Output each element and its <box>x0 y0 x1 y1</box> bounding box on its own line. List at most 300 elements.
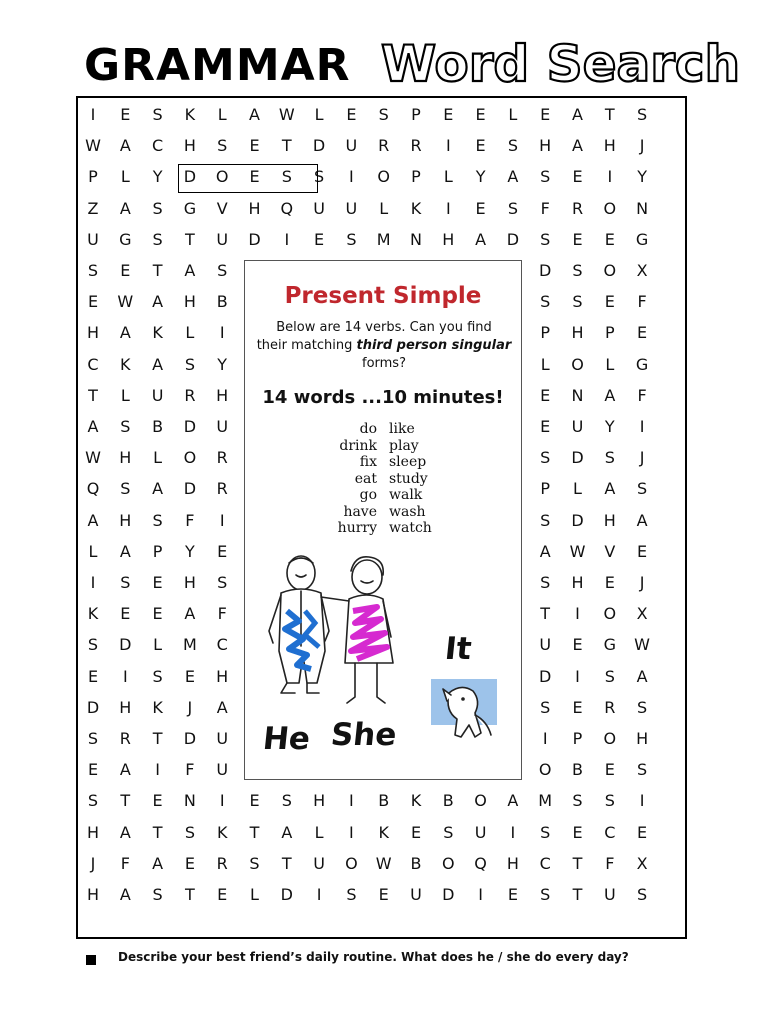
grid-letter[interactable]: E <box>475 105 486 124</box>
grid-letter[interactable]: W <box>278 105 295 124</box>
grid-letter[interactable]: S <box>637 697 648 717</box>
grid-letter[interactable]: E <box>249 136 260 156</box>
grid-letter[interactable]: L <box>120 167 130 187</box>
grid-letter[interactable]: S <box>637 760 648 780</box>
grid-letter[interactable]: E <box>184 853 195 873</box>
grid-letter[interactable]: O <box>603 261 617 280</box>
grid-letter[interactable]: A <box>152 354 164 374</box>
grid-letter[interactable]: E <box>637 822 648 842</box>
grid-letter[interactable]: A <box>119 760 131 780</box>
grid-letter[interactable]: S <box>152 510 163 530</box>
grid-letter[interactable]: E <box>475 136 486 156</box>
grid-letter[interactable]: A <box>184 604 196 624</box>
grid-letter[interactable]: P <box>411 105 421 124</box>
grid-letter[interactable]: S <box>637 105 648 124</box>
grid-letter[interactable]: O <box>183 448 197 468</box>
grid-letter[interactable]: A <box>152 853 164 873</box>
grid-letter[interactable]: O <box>603 604 617 624</box>
grid-letter[interactable]: K <box>216 822 228 842</box>
grid-letter[interactable]: H <box>119 510 132 530</box>
grid-letter[interactable]: E <box>120 261 131 280</box>
grid-letter[interactable]: V <box>216 198 228 218</box>
grid-letter[interactable]: A <box>604 479 616 499</box>
grid-letter[interactable]: B <box>410 853 422 873</box>
grid-letter[interactable]: S <box>281 791 292 811</box>
grid-letter[interactable]: D <box>442 885 455 904</box>
grid-letter[interactable]: E <box>152 604 163 624</box>
grid-letter[interactable]: D <box>183 479 197 499</box>
grid-letter[interactable]: E <box>572 635 583 655</box>
grid-letter[interactable]: S <box>443 822 454 842</box>
grid-letter[interactable]: A <box>475 229 487 249</box>
grid-letter[interactable]: P <box>152 541 163 561</box>
grid-letter[interactable]: R <box>216 479 228 499</box>
grid-letter[interactable]: E <box>540 385 551 405</box>
grid-letter[interactable]: E <box>120 604 131 624</box>
grid-letter[interactable]: S <box>152 885 163 904</box>
grid-letter[interactable]: S <box>604 791 615 811</box>
grid-letter[interactable]: S <box>540 448 551 468</box>
grid-letter[interactable]: S <box>184 354 195 374</box>
grid-letter[interactable]: S <box>314 167 325 187</box>
grid-letter[interactable]: R <box>184 385 196 405</box>
grid-letter[interactable]: L <box>88 541 98 561</box>
grid-letter[interactable]: R <box>604 697 616 717</box>
grid-letter[interactable]: J <box>639 448 645 468</box>
grid-letter[interactable]: C <box>216 635 228 655</box>
grid-letter[interactable]: I <box>219 791 225 811</box>
grid-letter[interactable]: S <box>540 229 551 249</box>
grid-letter[interactable]: C <box>539 853 551 873</box>
grid-letter[interactable]: B <box>378 791 390 811</box>
grid-letter[interactable]: S <box>346 885 357 904</box>
grid-letter[interactable]: A <box>572 105 583 124</box>
grid-letter[interactable]: H <box>86 323 100 343</box>
grid-letter[interactable]: C <box>87 354 99 374</box>
grid-letter[interactable]: D <box>506 229 520 249</box>
grid-letter[interactable]: H <box>119 697 132 717</box>
grid-letter[interactable]: E <box>540 105 551 124</box>
grid-letter[interactable]: U <box>410 885 422 904</box>
grid-letter[interactable]: E <box>443 105 454 124</box>
grid-letter[interactable]: A <box>119 822 131 842</box>
grid-letter[interactable]: H <box>86 885 100 904</box>
grid-letter[interactable]: T <box>281 136 292 156</box>
grid-letter[interactable]: U <box>313 198 325 218</box>
grid-letter[interactable]: H <box>183 136 196 156</box>
grid-letter[interactable]: A <box>604 385 616 405</box>
grid-letter[interactable]: M <box>538 791 553 811</box>
grid-letter[interactable]: S <box>572 261 583 280</box>
grid-letter[interactable]: E <box>604 573 615 592</box>
grid-letter[interactable]: D <box>86 697 100 717</box>
grid-letter[interactable]: S <box>540 885 551 904</box>
grid-letter[interactable]: S <box>217 136 228 156</box>
grid-letter[interactable]: V <box>604 541 616 561</box>
grid-letter[interactable]: E <box>217 541 228 561</box>
grid-letter[interactable]: W <box>85 136 101 156</box>
grid-letter[interactable]: J <box>187 697 193 717</box>
grid-letter[interactable]: S <box>572 292 583 312</box>
grid-letter[interactable]: A <box>119 541 131 561</box>
grid-letter[interactable]: T <box>185 885 195 904</box>
grid-letter[interactable]: S <box>281 167 292 187</box>
grid-letter[interactable]: D <box>248 229 261 249</box>
grid-letter[interactable]: U <box>216 729 229 748</box>
grid-letter[interactable]: T <box>281 853 292 873</box>
grid-letter[interactable]: K <box>152 697 163 717</box>
grid-letter[interactable]: I <box>349 822 354 842</box>
grid-letter[interactable]: E <box>572 229 583 249</box>
grid-letter[interactable]: L <box>314 822 324 842</box>
grid-letter[interactable]: C <box>604 822 616 842</box>
grid-letter[interactable]: I <box>445 136 451 156</box>
grid-letter[interactable]: F <box>540 198 550 218</box>
grid-letter[interactable]: E <box>152 573 163 592</box>
grid-letter[interactable]: E <box>120 105 131 124</box>
grid-letter[interactable]: Y <box>604 417 615 436</box>
grid-letter[interactable]: W <box>634 635 650 655</box>
grid-letter[interactable]: K <box>378 822 389 842</box>
grid-letter[interactable]: H <box>183 292 196 312</box>
grid-letter[interactable]: K <box>410 198 422 218</box>
grid-letter[interactable]: P <box>572 729 583 748</box>
grid-letter[interactable]: P <box>540 479 551 499</box>
grid-letter[interactable]: I <box>219 323 225 343</box>
grid-letter[interactable]: A <box>572 136 583 156</box>
grid-letter[interactable]: H <box>86 822 100 842</box>
grid-letter[interactable]: E <box>572 697 583 717</box>
grid-letter[interactable]: A <box>184 261 196 280</box>
grid-letter[interactable]: H <box>539 136 552 156</box>
grid-letter[interactable]: L <box>314 105 324 124</box>
grid-letter[interactable]: N <box>410 229 422 249</box>
grid-letter[interactable]: N <box>571 385 584 405</box>
grid-letter[interactable]: I <box>575 604 580 624</box>
grid-letter[interactable]: A <box>152 479 164 499</box>
grid-letter[interactable]: S <box>540 510 551 530</box>
grid-letter[interactable]: W <box>375 853 392 873</box>
grid-letter[interactable]: F <box>217 604 227 624</box>
grid-letter[interactable]: I <box>639 791 645 811</box>
grid-letter[interactable]: H <box>506 853 519 873</box>
grid-letter[interactable]: H <box>442 229 455 249</box>
grid-letter[interactable]: W <box>85 448 101 468</box>
grid-letter[interactable]: T <box>88 385 98 405</box>
grid-letter[interactable]: N <box>636 198 649 218</box>
grid-letter[interactable]: E <box>604 760 615 780</box>
grid-letter[interactable]: K <box>120 354 131 374</box>
grid-letter[interactable]: J <box>639 573 645 592</box>
grid-letter[interactable]: K <box>410 791 422 811</box>
grid-letter[interactable]: S <box>87 791 99 811</box>
grid-letter[interactable]: S <box>152 666 163 686</box>
grid-letter[interactable]: U <box>216 417 229 436</box>
grid-letter[interactable]: R <box>216 448 228 468</box>
grid-letter[interactable]: R <box>119 729 131 748</box>
grid-letter[interactable]: O <box>538 760 552 780</box>
grid-letter[interactable]: L <box>217 105 227 124</box>
grid-letter[interactable]: T <box>604 105 615 124</box>
grid-letter[interactable]: S <box>87 635 99 655</box>
grid-letter[interactable]: D <box>280 885 293 904</box>
grid-letter[interactable]: D <box>571 510 584 530</box>
grid-letter[interactable]: I <box>90 105 96 124</box>
grid-letter[interactable]: P <box>411 167 421 187</box>
grid-letter[interactable]: R <box>216 853 228 873</box>
grid-letter[interactable]: W <box>569 541 586 561</box>
grid-letter[interactable]: S <box>120 573 131 592</box>
grid-letter[interactable]: D <box>183 729 197 748</box>
grid-letter[interactable]: M <box>376 229 391 249</box>
grid-letter[interactable]: H <box>571 323 584 343</box>
grid-letter[interactable]: I <box>122 666 128 686</box>
grid-letter[interactable]: K <box>152 323 163 343</box>
grid-letter[interactable]: P <box>88 167 98 187</box>
grid-letter[interactable]: G <box>119 229 132 249</box>
grid-letter[interactable]: A <box>152 292 164 312</box>
grid-letter[interactable]: D <box>571 448 584 468</box>
grid-letter[interactable]: S <box>152 198 163 218</box>
grid-letter[interactable]: O <box>442 853 455 873</box>
grid-letter[interactable]: S <box>184 822 195 842</box>
grid-letter[interactable]: S <box>217 261 228 280</box>
grid-letter[interactable]: E <box>604 229 615 249</box>
grid-letter[interactable]: S <box>604 448 615 468</box>
grid-letter[interactable]: L <box>443 167 453 187</box>
grid-letter[interactable]: Y <box>217 354 228 374</box>
grid-letter[interactable]: T <box>120 791 131 811</box>
grid-letter[interactable]: S <box>249 853 260 873</box>
grid-letter[interactable]: A <box>87 510 99 530</box>
grid-letter[interactable]: M <box>182 635 197 655</box>
grid-letter[interactable]: Y <box>637 167 647 187</box>
grid-letter[interactable]: S <box>507 136 518 156</box>
grid-letter[interactable]: U <box>539 635 552 655</box>
grid-letter[interactable]: B <box>572 760 583 780</box>
grid-letter[interactable]: Q <box>86 479 100 499</box>
grid-letter[interactable]: A <box>87 417 99 436</box>
grid-letter[interactable]: E <box>184 666 195 686</box>
grid-letter[interactable]: E <box>378 885 389 904</box>
grid-letter[interactable]: S <box>378 105 389 124</box>
grid-letter[interactable]: I <box>219 510 225 530</box>
grid-letter[interactable]: P <box>540 323 551 343</box>
grid-letter[interactable]: F <box>185 760 195 780</box>
grid-letter[interactable]: L <box>153 448 163 468</box>
grid-letter[interactable]: E <box>637 323 648 343</box>
grid-letter[interactable]: A <box>507 791 519 811</box>
grid-letter[interactable]: A <box>119 885 131 904</box>
grid-letter[interactable]: H <box>216 385 229 405</box>
grid-letter[interactable]: R <box>571 198 584 218</box>
grid-letter[interactable]: I <box>542 729 548 748</box>
grid-letter[interactable]: T <box>185 229 195 249</box>
grid-letter[interactable]: U <box>603 885 616 904</box>
grid-letter[interactable]: X <box>636 604 648 624</box>
grid-letter[interactable]: Z <box>87 198 99 218</box>
grid-letter[interactable]: I <box>349 791 354 811</box>
grid-letter[interactable]: L <box>573 479 582 499</box>
grid-letter[interactable]: E <box>572 167 583 187</box>
grid-letter[interactable]: B <box>216 292 228 312</box>
grid-letter[interactable]: T <box>152 729 163 748</box>
grid-letter[interactable]: R <box>410 136 422 156</box>
grid-letter[interactable]: E <box>572 822 583 842</box>
grid-letter[interactable]: N <box>183 791 196 811</box>
grid-letter[interactable]: J <box>90 853 96 873</box>
grid-letter[interactable]: F <box>637 385 647 405</box>
grid-letter[interactable]: L <box>185 323 195 343</box>
grid-letter[interactable]: X <box>636 853 648 873</box>
grid-letter[interactable]: T <box>540 604 551 624</box>
grid-letter[interactable]: A <box>216 697 228 717</box>
grid-letter[interactable]: H <box>571 573 584 592</box>
grid-letter[interactable]: X <box>636 261 648 280</box>
grid-letter[interactable]: Y <box>475 167 486 187</box>
grid-letter[interactable]: D <box>183 167 197 187</box>
grid-letter[interactable]: F <box>637 292 647 312</box>
grid-letter[interactable]: S <box>637 885 648 904</box>
grid-letter[interactable]: Q <box>280 198 294 218</box>
grid-letter[interactable]: L <box>153 635 163 655</box>
grid-letter[interactable]: I <box>316 885 322 904</box>
grid-letter[interactable]: Y <box>152 167 163 187</box>
grid-letter[interactable]: B <box>152 417 164 436</box>
grid-letter[interactable]: I <box>155 760 160 780</box>
grid-letter[interactable]: D <box>539 261 552 280</box>
grid-letter[interactable]: F <box>120 853 130 873</box>
grid-letter[interactable]: A <box>507 167 519 187</box>
grid-letter[interactable]: E <box>314 229 325 249</box>
grid-letter[interactable]: Q <box>474 853 487 873</box>
grid-letter[interactable]: T <box>572 853 583 873</box>
grid-letter[interactable]: O <box>345 853 358 873</box>
grid-letter[interactable]: S <box>540 573 551 592</box>
grid-letter[interactable]: E <box>540 417 551 436</box>
grid-letter[interactable]: S <box>604 666 615 686</box>
grid-letter[interactable]: L <box>605 354 615 374</box>
grid-letter[interactable]: L <box>250 885 259 904</box>
grid-letter[interactable]: F <box>605 853 615 873</box>
grid-letter[interactable]: E <box>346 105 357 124</box>
grid-letter[interactable]: I <box>607 167 613 187</box>
grid-letter[interactable]: O <box>474 791 487 811</box>
grid-letter[interactable]: T <box>152 261 163 280</box>
grid-letter[interactable]: I <box>478 885 483 904</box>
grid-letter[interactable]: S <box>346 229 357 249</box>
grid-letter[interactable]: H <box>603 510 616 530</box>
grid-letter[interactable]: E <box>87 760 99 780</box>
grid-letter[interactable]: E <box>87 292 99 312</box>
grid-letter[interactable]: E <box>152 791 163 811</box>
grid-letter[interactable]: I <box>575 666 580 686</box>
grid-letter[interactable]: G <box>635 354 649 374</box>
grid-letter[interactable]: L <box>379 198 389 218</box>
grid-letter[interactable]: A <box>281 822 293 842</box>
grid-letter[interactable]: L <box>540 354 550 374</box>
grid-letter[interactable]: S <box>540 292 551 312</box>
grid-letter[interactable]: S <box>572 791 583 811</box>
grid-letter[interactable]: S <box>120 479 131 499</box>
grid-letter[interactable]: U <box>571 417 584 436</box>
grid-letter[interactable]: Y <box>185 541 195 561</box>
grid-letter[interactable]: E <box>249 167 260 187</box>
grid-letter[interactable]: A <box>119 136 131 156</box>
grid-letter[interactable]: G <box>183 198 197 218</box>
grid-letter[interactable]: K <box>87 604 99 624</box>
grid-letter[interactable]: S <box>217 573 228 592</box>
grid-letter[interactable]: D <box>539 666 552 686</box>
grid-letter[interactable]: O <box>603 729 617 748</box>
grid-letter[interactable]: A <box>249 105 260 124</box>
grid-letter[interactable]: G <box>603 635 616 655</box>
grid-letter[interactable]: S <box>540 697 551 717</box>
grid-letter[interactable]: H <box>216 666 229 686</box>
grid-letter[interactable]: L <box>120 385 130 405</box>
grid-letter[interactable]: H <box>119 448 132 468</box>
grid-letter[interactable]: E <box>249 791 260 811</box>
grid-letter[interactable]: O <box>571 354 584 374</box>
grid-letter[interactable]: S <box>540 167 551 187</box>
grid-letter[interactable]: C <box>152 136 164 156</box>
grid-letter[interactable]: H <box>636 729 649 748</box>
grid-letter[interactable]: E <box>604 292 615 312</box>
grid-letter[interactable]: I <box>284 229 290 249</box>
grid-letter[interactable]: U <box>313 853 325 873</box>
grid-letter[interactable]: K <box>184 105 196 124</box>
grid-letter[interactable]: D <box>183 417 197 436</box>
grid-letter[interactable]: S <box>120 417 131 436</box>
grid-letter[interactable]: P <box>604 323 615 343</box>
grid-letter[interactable]: A <box>119 323 131 343</box>
grid-letter[interactable]: O <box>603 198 617 218</box>
grid-letter[interactable]: D <box>119 635 132 655</box>
grid-letter[interactable]: H <box>248 198 261 218</box>
grid-letter[interactable]: U <box>87 229 99 249</box>
grid-letter[interactable]: I <box>445 198 451 218</box>
grid-letter[interactable]: W <box>117 292 134 312</box>
grid-letter[interactable]: U <box>474 822 487 842</box>
grid-letter[interactable]: S <box>152 105 163 124</box>
grid-letter[interactable]: O <box>377 167 390 187</box>
grid-letter[interactable]: U <box>345 136 358 156</box>
grid-letter[interactable]: H <box>313 791 326 811</box>
grid-letter[interactable]: D <box>312 136 326 156</box>
grid-letter[interactable]: G <box>635 229 649 249</box>
grid-letter[interactable]: S <box>637 479 648 499</box>
grid-letter[interactable]: U <box>151 385 164 405</box>
grid-letter[interactable]: A <box>539 541 551 561</box>
grid-letter[interactable]: I <box>349 167 354 187</box>
grid-letter[interactable]: U <box>216 229 229 249</box>
grid-letter[interactable]: J <box>639 136 645 156</box>
grid-letter[interactable]: U <box>216 760 229 780</box>
grid-letter[interactable]: E <box>87 666 99 686</box>
grid-letter[interactable]: O <box>215 167 229 187</box>
grid-letter[interactable]: T <box>572 885 583 904</box>
grid-letter[interactable]: A <box>636 510 648 530</box>
grid-letter[interactable]: E <box>475 198 486 218</box>
grid-letter[interactable]: E <box>507 885 518 904</box>
grid-letter[interactable]: B <box>442 791 454 811</box>
grid-letter[interactable]: S <box>507 198 518 218</box>
grid-letter[interactable]: I <box>639 417 645 436</box>
grid-letter[interactable]: S <box>540 822 551 842</box>
grid-letter[interactable]: E <box>217 885 228 904</box>
grid-letter[interactable]: S <box>87 261 99 280</box>
grid-letter[interactable]: I <box>90 573 96 592</box>
